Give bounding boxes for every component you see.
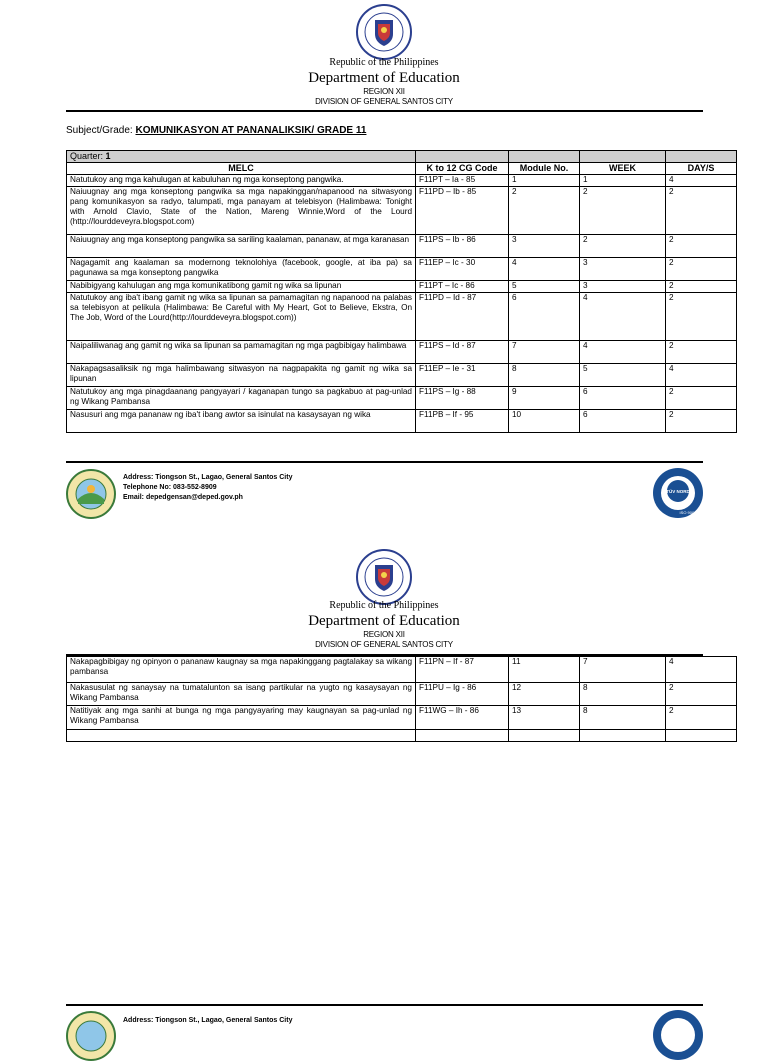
subject-value: KOMUNIKASYON AT PANANALIKSIK/ GRADE 11	[135, 125, 367, 136]
code-cell: F11PB – If - 95	[416, 410, 509, 433]
code-cell: F11PT – Ic - 86	[416, 281, 509, 293]
col-header-melc: MELC	[67, 163, 416, 175]
department-title: Department of Education	[308, 70, 460, 86]
week-cell: 7	[580, 657, 666, 683]
melc-cell: Nabibigyang kahulugan ang mga komunikatibong gamit ng wika sa lipunan	[67, 281, 416, 293]
tuv-iso-logo-icon	[652, 467, 704, 519]
empty-row	[67, 730, 737, 742]
module-cell: 12	[509, 683, 580, 706]
week-cell: 2	[580, 235, 666, 258]
empty-cell	[580, 730, 666, 742]
melc-cell: Nakapagbibigay ng opinyon o pananaw kaugnay sa mga napakinggang pagtalakay sa wikang pambansa	[67, 657, 416, 683]
subject-grade	[66, 125, 366, 136]
republic-text: Republic of the Philippines	[329, 57, 439, 68]
days-cell: 2	[666, 258, 737, 281]
week-cell: 5	[580, 364, 666, 387]
empty-cell	[509, 730, 580, 742]
footer-telephone: Telephone No: 083-552-8909	[123, 484, 217, 491]
module-cell: 13	[509, 706, 580, 730]
module-cell: 9	[509, 387, 580, 410]
table-row	[67, 175, 737, 187]
table-row	[67, 281, 737, 293]
week-cell: 1	[580, 175, 666, 187]
days-cell: 2	[666, 281, 737, 293]
deped-gensan-logo-icon	[66, 469, 116, 519]
col-header-days: DAY/S	[666, 163, 737, 175]
division-text: DIVISION OF GENERAL SANTOS CITY	[315, 640, 453, 649]
module-cell: 2	[509, 187, 580, 235]
department-title: Department of Education	[308, 613, 460, 629]
code-cell: F11PS – Ib - 86	[416, 235, 509, 258]
empty-cell	[416, 730, 509, 742]
table-row	[67, 410, 737, 433]
table-row	[67, 387, 737, 410]
footer-divider	[66, 1004, 703, 1006]
melc-cell: Naiuugnay ang mga konseptong pangwika sa sariling kaalaman, pananaw, at mga karanasan	[67, 235, 416, 258]
melc-table-page1	[66, 150, 737, 433]
region-text: REGION XII	[363, 630, 405, 639]
col-header-module: Module No.	[509, 163, 580, 175]
week-cell: 4	[580, 293, 666, 341]
iso-text: ISO 9001	[679, 510, 697, 515]
republic-text: Republic of the Philippines	[329, 600, 439, 611]
module-cell: 5	[509, 281, 580, 293]
quarter-row	[67, 151, 737, 163]
module-cell: 10	[509, 410, 580, 433]
days-cell: 4	[666, 364, 737, 387]
module-cell: 7	[509, 341, 580, 364]
code-cell: F11PD – Ib - 85	[416, 187, 509, 235]
tuv-iso-logo-icon	[652, 1009, 704, 1061]
header-row	[67, 163, 737, 175]
melc-table-page2	[66, 656, 737, 742]
week-cell: 6	[580, 387, 666, 410]
code-cell: F11PD – Id - 87	[416, 293, 509, 341]
code-cell: F11PN – If - 87	[416, 657, 509, 683]
melc-cell: Nagagamit ang kaalaman sa modernong teknolohiya (facebook, google, at iba pa) sa pagunawa sa mga konseptong pangwika	[67, 258, 416, 281]
header-divider	[66, 110, 703, 112]
module-cell: 3	[509, 235, 580, 258]
code-cell: F11PS – Ig - 88	[416, 387, 509, 410]
week-cell: 8	[580, 706, 666, 730]
table-row	[67, 683, 737, 706]
code-cell: F11EP – Ie - 31	[416, 364, 509, 387]
days-cell: 2	[666, 387, 737, 410]
table-row	[67, 258, 737, 281]
module-cell: 6	[509, 293, 580, 341]
days-cell: 2	[666, 293, 737, 341]
deped-gensan-logo-icon	[66, 1011, 116, 1061]
table-row	[67, 657, 737, 683]
week-cell: 3	[580, 281, 666, 293]
module-cell: 1	[509, 175, 580, 187]
days-cell: 4	[666, 657, 737, 683]
table-row	[67, 187, 737, 235]
melc-cell: Natutukoy ang mga kahulugan at kabuluhan ng mga konseptong pangwika.	[67, 175, 416, 187]
days-cell: 4	[666, 175, 737, 187]
week-cell: 8	[580, 683, 666, 706]
days-cell: 2	[666, 341, 737, 364]
melc-cell: Naiuugnay ang mga konseptong pangwika sa mga napakinggan/napanood na sitwasyong pang komunikasyon sa radyo, talumpati, mga panayam at telebisyon (Halimbawa: Tonight with Arnold Clavio, State of the Nation, Mareng Winnie,Word of the Lourd (http://lourddeveyra.blogspot.com)	[67, 187, 416, 235]
melc-cell: Nakapagsasaliksik ng mga halimbawang sitwasyon na nagpapakita ng gamit ng wika sa lipunan	[67, 364, 416, 387]
table-row	[67, 235, 737, 258]
subject-label: Subject/Grade:	[66, 125, 133, 136]
code-cell: F11PS – Id - 87	[416, 341, 509, 364]
empty-cell	[666, 730, 737, 742]
table-row	[67, 341, 737, 364]
melc-cell: Nasusuri ang mga pananaw ng iba't ibang awtor sa isinulat na kasaysayan ng wika	[67, 410, 416, 433]
week-cell: 3	[580, 258, 666, 281]
days-cell: 2	[666, 410, 737, 433]
week-cell: 6	[580, 410, 666, 433]
week-cell: 2	[580, 187, 666, 235]
melc-cell: Naipaliliwanag ang gamit ng wika sa lipunan sa pamamagitan ng mga pagbibigay halimbawa	[67, 341, 416, 364]
days-cell: 2	[666, 235, 737, 258]
code-cell: F11PU – Ig - 86	[416, 683, 509, 706]
module-cell: 11	[509, 657, 580, 683]
region-text: REGION XII	[363, 87, 405, 96]
deped-seal-icon	[356, 549, 412, 605]
table-row	[67, 364, 737, 387]
footer-address: Address: Tiongson St., Lagao, General Santos City	[123, 1017, 293, 1024]
footer-address: Address: Tiongson St., Lagao, General Santos City	[123, 474, 293, 481]
footer-email: Email: depedgensan@deped.gov.ph	[123, 494, 243, 501]
module-cell: 4	[509, 258, 580, 281]
week-cell: 4	[580, 341, 666, 364]
melc-cell: Natutukoy ang iba't ibang gamit ng wika sa lipunan sa pamamagitan ng napanood na palabas sa telebisyon at pelikula (Halimbawa: Be Careful with My Heart, Got to Believe, Ekstra, On The Job, Word of the Lourd(http://lourddeveyra.blogspot.com))	[67, 293, 416, 341]
code-cell: F11WG – Ih - 86	[416, 706, 509, 730]
days-cell: 2	[666, 706, 737, 730]
table-row	[67, 706, 737, 730]
deped-seal-icon	[356, 4, 412, 60]
melc-cell: Natutukoy ang mga pinagdaanang pangyayari / kaganapan tungo sa pagkabuo at pag-unlad ng Wikang Pambansa	[67, 387, 416, 410]
module-cell: 8	[509, 364, 580, 387]
col-header-week: WEEK	[580, 163, 666, 175]
melc-cell: Natitiyak ang mga sanhi at bunga ng mga pangyayaring may kaugnayan sa pag-unlad ng Wikang Pambansa	[67, 706, 416, 730]
table-row	[67, 293, 737, 341]
days-cell: 2	[666, 683, 737, 706]
footer-contact	[123, 473, 292, 503]
days-cell: 2	[666, 187, 737, 235]
code-cell: F11PT – Ia - 85	[416, 175, 509, 187]
division-text: DIVISION OF GENERAL SANTOS CITY	[315, 97, 453, 106]
empty-cell	[67, 730, 416, 742]
col-header-code: K to 12 CG Code	[416, 163, 509, 175]
tuv-text: TÜV NORD	[666, 489, 690, 494]
footer-contact	[123, 1016, 292, 1026]
melc-cell: Nakasusulat ng sanaysay na tumatalunton sa isang partikular na yugto ng kasaysayan ng Wikang Pambansa	[67, 683, 416, 706]
quarter-cell: Quarter: 1	[67, 151, 416, 163]
code-cell: F11EP – Ic - 30	[416, 258, 509, 281]
footer-divider	[66, 461, 703, 463]
